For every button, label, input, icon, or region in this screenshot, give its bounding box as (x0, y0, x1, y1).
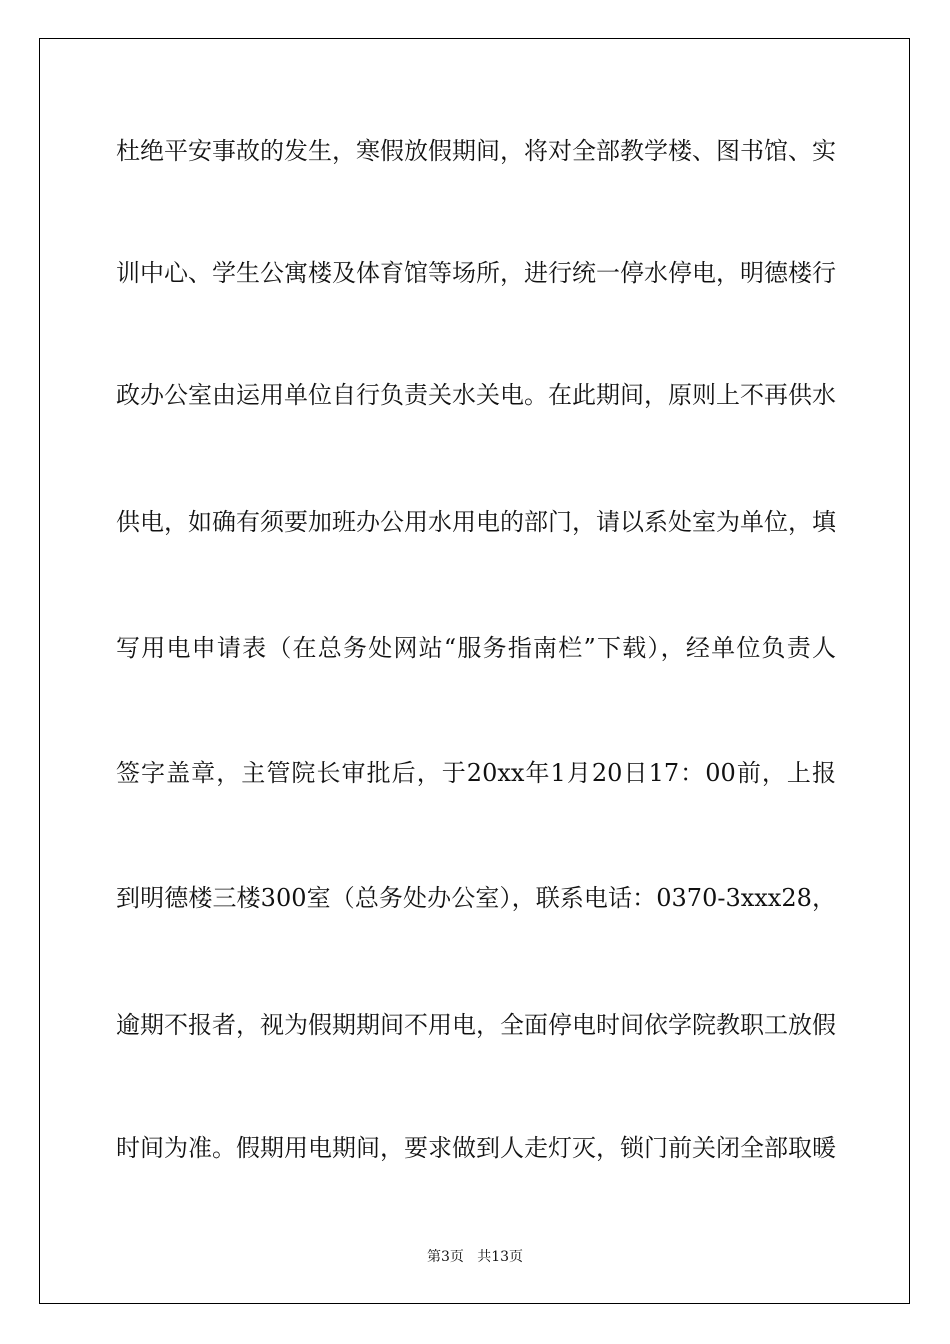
body-line-8: 逾期不报者，视为假期期间不用电，全面停电时间依学院教职工放假 (116, 1011, 836, 1039)
body-line-1: 杜绝平安事故的发生，寒假放假期间，将对全部教学楼、图书馆、实 (116, 137, 836, 165)
body-line-2: 训中心、学生公寓楼及体育馆等场所，进行统一停水停电，明德楼行 (116, 259, 836, 287)
body-line-9: 时间为准。假期用电期间，要求做到人走灯灭，锁门前关闭全部取暖 (116, 1134, 836, 1162)
body-line-7: 到明德楼三楼300室（总务处办公室），联系电话：0370-3xxx28， (116, 884, 836, 912)
body-line-6: 签字盖章，主管院长审批后，于20xx年1月20日17：00前，上报 (116, 759, 836, 787)
page-border (39, 38, 910, 1304)
body-line-5: 写用电申请表（在总务处网站“服务指南栏”下载），经单位负责人 (116, 634, 836, 662)
body-line-3: 政办公室由运用单位自行负责关水关电。在此期间，原则上不再供水 (116, 381, 836, 409)
page-number-footer: 第3页 共13页 (426, 1249, 524, 1265)
body-line-4: 供电，如确有须要加班办公用水用电的部门，请以系处室为单位，填 (116, 508, 836, 536)
